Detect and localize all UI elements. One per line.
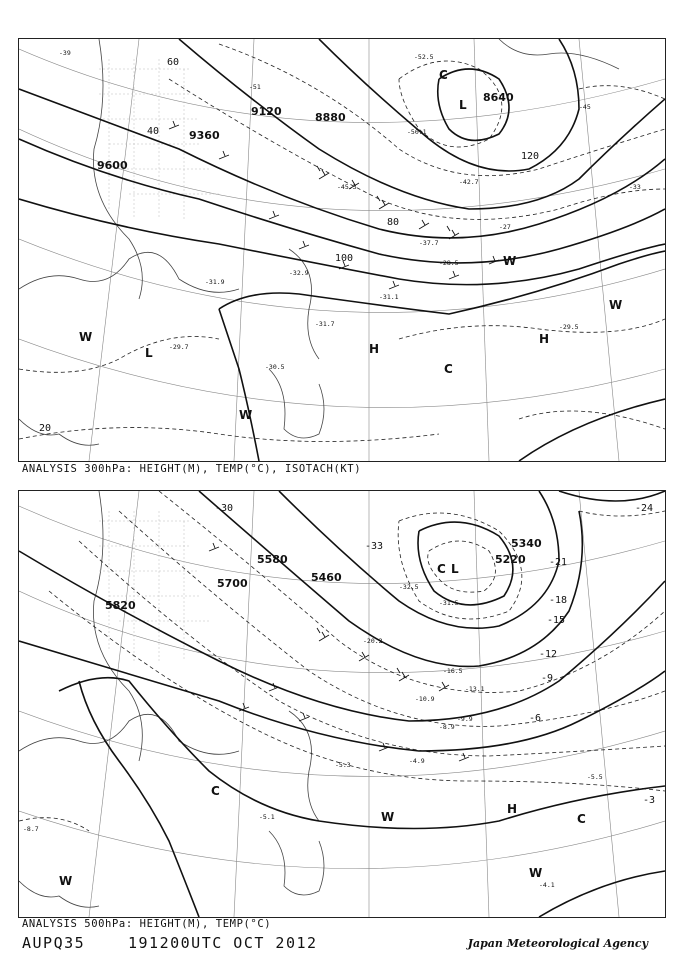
height-label-8640: 8640: [483, 91, 514, 104]
height-label-5820: 5820: [105, 599, 136, 612]
high-center-marker: H: [369, 342, 380, 356]
obs-value: -5.3: [335, 761, 351, 769]
temp-label-33: -33: [629, 183, 641, 191]
cold-center-marker: C: [577, 812, 586, 826]
map-300hpa: [19, 39, 665, 461]
obs-value: -52.5: [414, 53, 434, 61]
high-center-marker: H: [539, 332, 550, 346]
obs-value: -4.9: [409, 757, 425, 765]
obs-value: -45.3: [337, 183, 357, 191]
warm-center-marker: W: [59, 874, 73, 888]
obs-value: -5.5: [587, 773, 603, 781]
obs-value: -50.1: [407, 128, 427, 136]
temp-label: -33: [365, 541, 384, 552]
warm-center-marker: W: [239, 408, 253, 422]
obs-value: -31.1: [379, 293, 399, 301]
agency-name: Japan Meteorological Agency: [467, 937, 648, 950]
obs-value: -4.1: [539, 881, 555, 889]
obs-value: -29.7: [169, 343, 189, 351]
temp-label-45: -45: [579, 103, 591, 111]
obs-value: -29.5: [559, 323, 579, 331]
temp-label: -9: [541, 673, 554, 684]
low-center-marker: L: [451, 562, 459, 576]
obs-value: -9.9: [457, 715, 473, 723]
height-label-9120: 9120: [251, 105, 282, 118]
obs-value: -32.5: [399, 583, 419, 591]
temp-label: -24: [635, 503, 654, 514]
obs-value: -5.1: [259, 813, 275, 821]
height-label-5340: 5340: [511, 537, 542, 550]
obs-value: -32.9: [289, 269, 309, 277]
obs-value: -8.7: [23, 825, 39, 833]
low-center-marker: L: [145, 346, 153, 360]
temp-label: -18: [549, 595, 568, 606]
temp-label-39: -39: [59, 49, 71, 57]
cold-center-marker: C: [211, 784, 220, 798]
height-label-8880: 8880: [315, 111, 346, 124]
cold-center-marker: C: [444, 362, 453, 376]
temp-label: -12: [539, 649, 558, 660]
warm-center-marker: W: [381, 810, 395, 824]
chart-code: AUPQ35: [22, 934, 86, 952]
warm-center-marker: W: [529, 866, 543, 880]
warm-center-marker: W: [609, 298, 623, 312]
obs-value: -13.1: [465, 685, 485, 693]
temp-label: -30: [215, 503, 234, 514]
temp-label-27: -27: [499, 223, 511, 231]
temp-label-51: -51: [249, 83, 261, 91]
obs-value: -8.9: [439, 723, 455, 731]
temp-label: -3: [643, 795, 656, 806]
obs-value: -31.7: [315, 320, 335, 328]
isotach-label-100: 100: [335, 253, 354, 264]
caption-300hpa: ANALYSIS 300hPa: HEIGHT(M), TEMP(°C), ISOTACH(KT): [22, 463, 362, 475]
caption-500hpa: ANALYSIS 500hPa: HEIGHT(M), TEMP(°C): [22, 918, 272, 930]
obs-value: -30.5: [265, 363, 285, 371]
high-center-marker: H: [507, 802, 518, 816]
temp-label: -21: [549, 557, 568, 568]
obs-value: -42.7: [459, 178, 479, 186]
isotach-label-120: 120: [521, 151, 540, 162]
obs-value: -31.9: [205, 278, 225, 286]
height-label-5460: 5460: [311, 571, 342, 584]
isotach-label-60: 60: [167, 57, 180, 68]
height-label-5580: 5580: [257, 553, 288, 566]
height-label-9600: 9600: [97, 159, 128, 172]
analysis-datetime: 191200UTC OCT 2012: [128, 934, 318, 952]
height-label-5700: 5700: [217, 577, 248, 590]
isotach-label-20: 20: [39, 423, 52, 434]
obs-value: -20.2: [363, 637, 383, 645]
temp-label: -15: [547, 615, 566, 626]
chart-300hpa: [18, 38, 666, 462]
obs-value: -10.9: [415, 695, 435, 703]
chart-500hpa: [18, 490, 666, 918]
warm-center-marker: W: [503, 254, 517, 268]
temp-label: -6: [529, 713, 542, 724]
obs-value: -37.7: [419, 239, 439, 247]
map-500hpa: [19, 491, 665, 917]
warm-center-marker: W: [79, 330, 93, 344]
height-label-9360: 9360: [189, 129, 220, 142]
cold-center-marker: C: [439, 68, 448, 82]
obs-value: -28.5: [439, 259, 459, 267]
isotach-label-80: 80: [387, 217, 400, 228]
obs-value: -16.5: [443, 667, 463, 675]
obs-value: -31.5: [439, 599, 459, 607]
low-center-marker: L: [459, 98, 467, 112]
cold-center-marker: C: [437, 562, 446, 576]
isotach-label-40: 40: [147, 126, 160, 137]
height-label-5220: 5220: [495, 553, 526, 566]
